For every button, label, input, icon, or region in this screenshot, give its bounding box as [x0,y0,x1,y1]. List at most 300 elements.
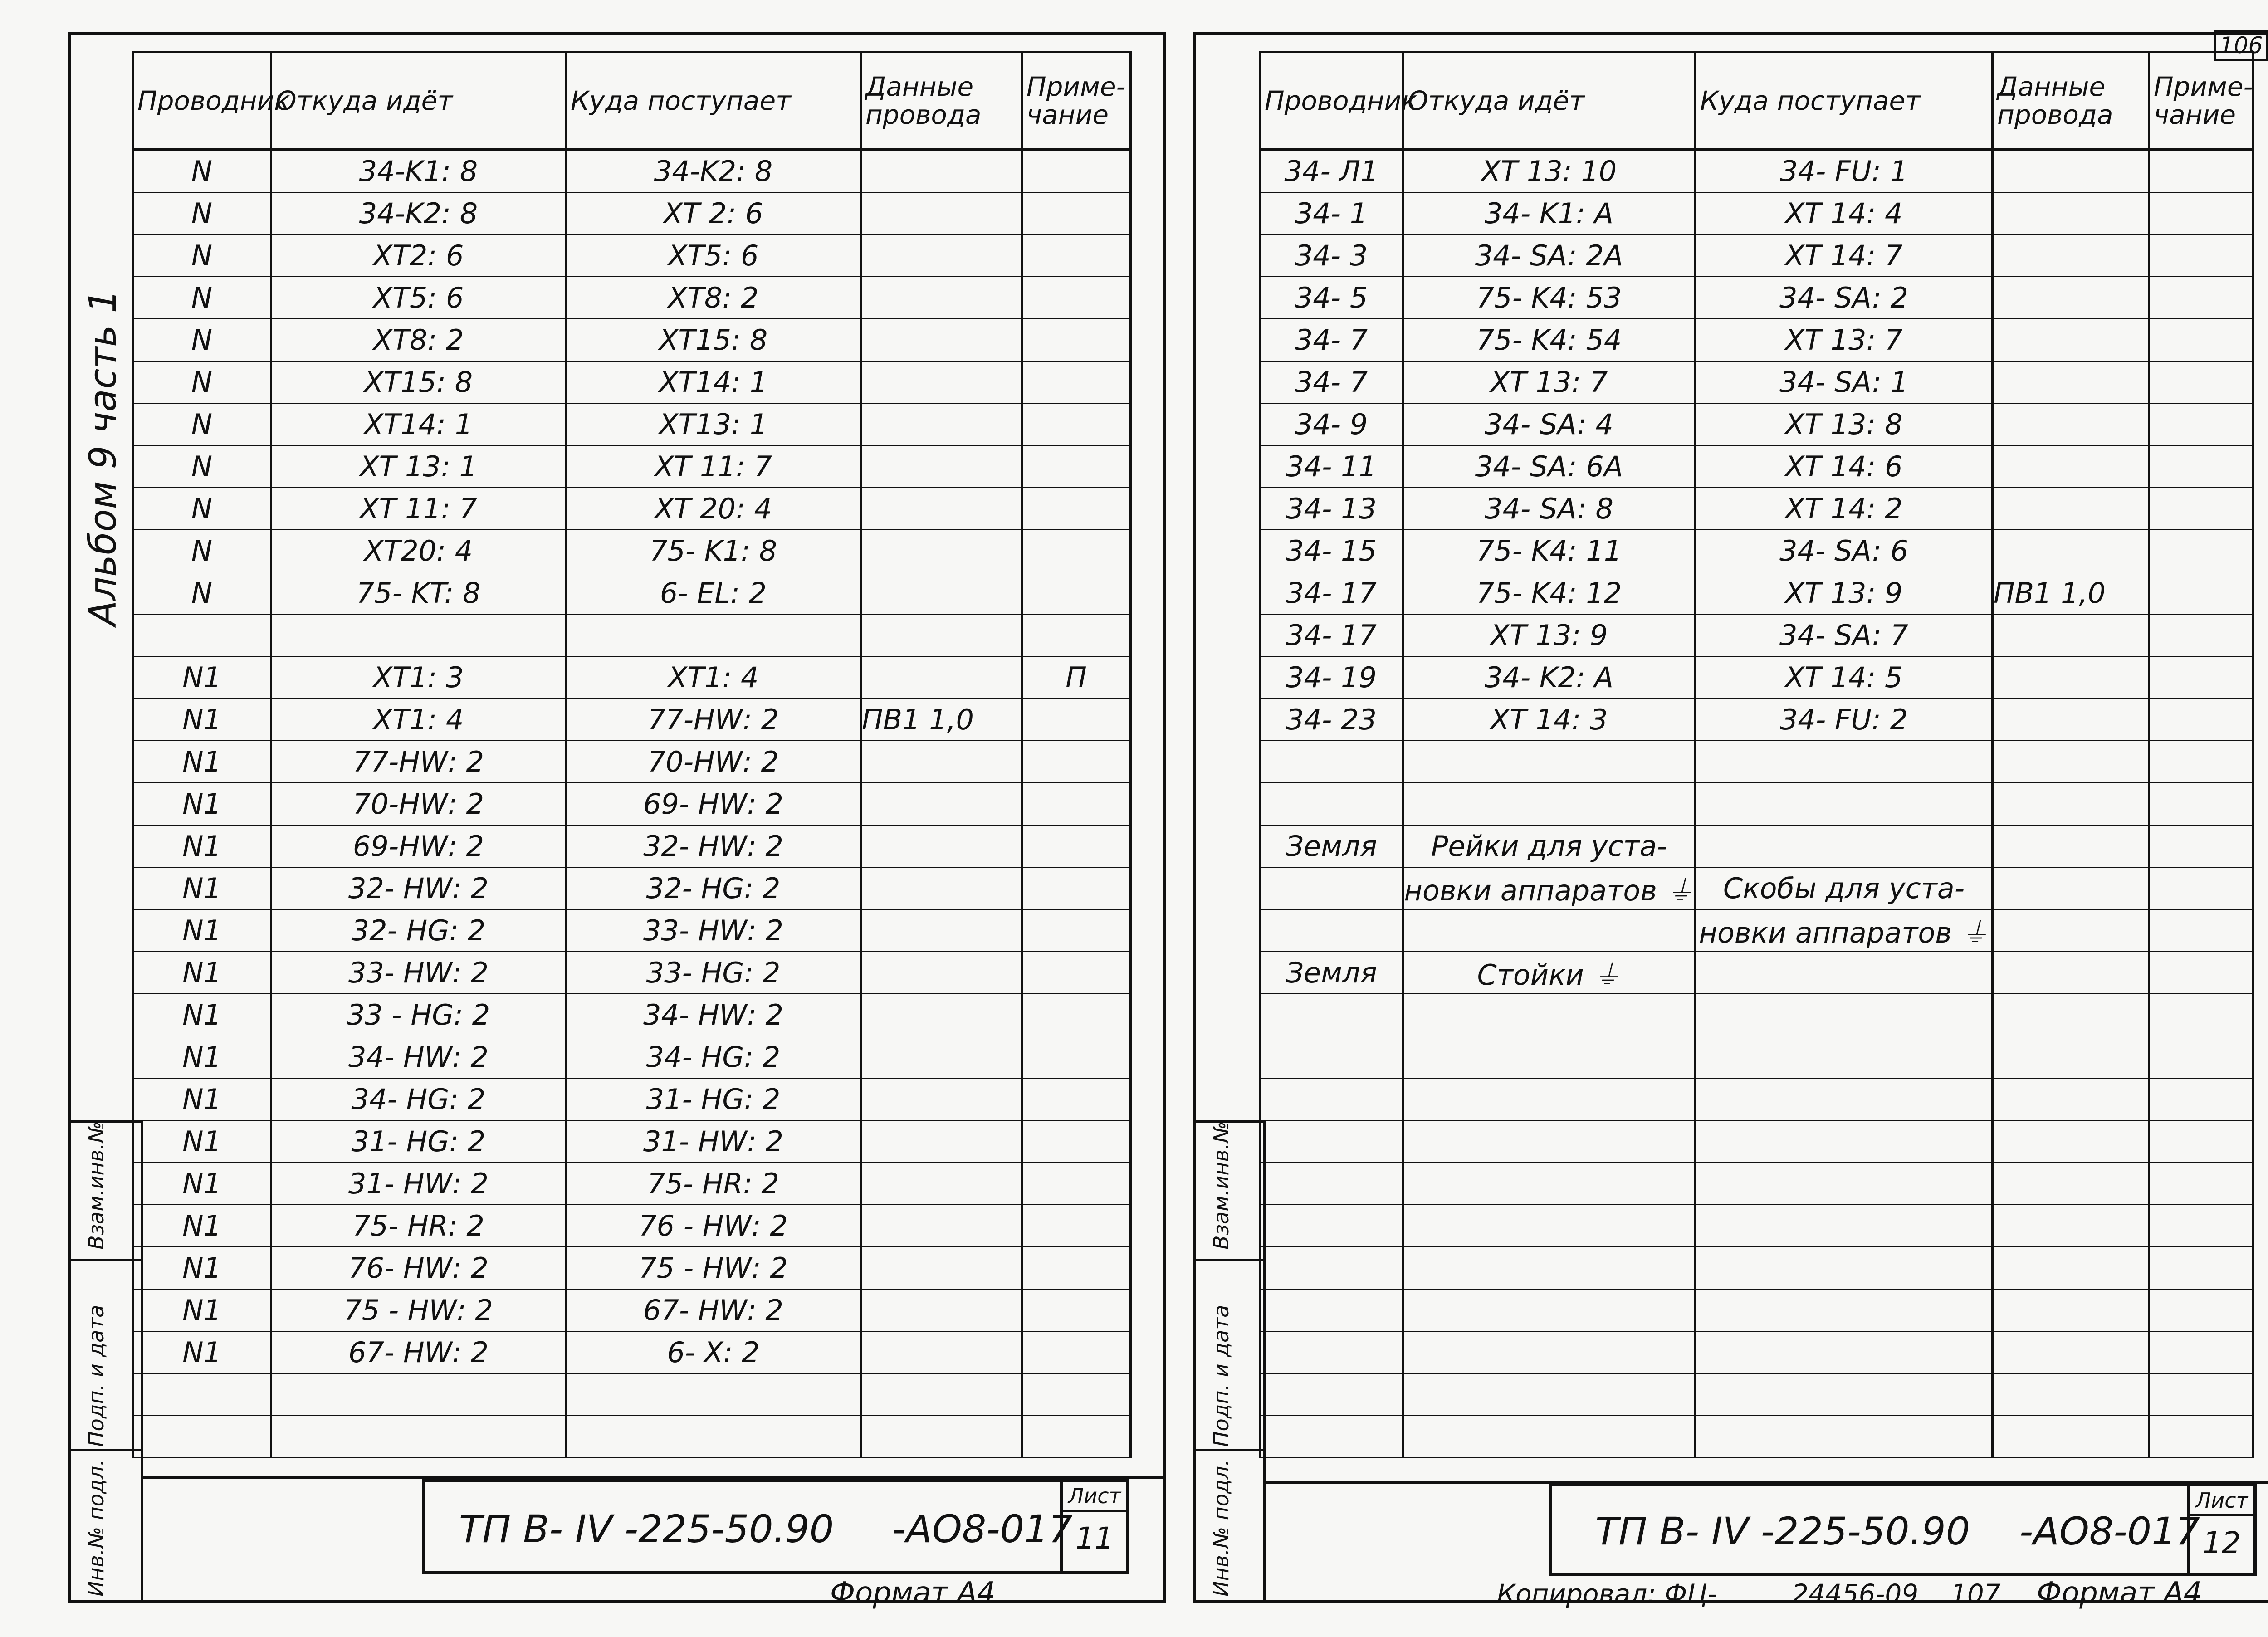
right-sheet-box [2187,1486,2253,1573]
note-cell [2149,488,2253,530]
conductor-cell [133,614,271,656]
conductor-cell: N [133,488,271,530]
conductor-cell [1260,1205,1403,1247]
wire-data-cell [1993,699,2149,741]
table-row [133,867,1131,909]
table-row [1260,614,2253,656]
to-cell: XT 13: 9 [1696,572,1993,614]
stamp-sign-label: Подп. и дата [84,1305,108,1447]
from-cell: 75- K4: 12 [1403,572,1696,614]
conductor-cell [1260,741,1403,783]
to-cell [566,614,861,656]
right-sheet-number: 12 [2203,1525,2241,1560]
to-cell [566,1416,861,1458]
from-cell [1403,1205,1696,1247]
table-row [133,1205,1131,1247]
wire-data-cell [1993,614,2149,656]
conductor-cell [1260,1373,1403,1416]
wire-data-cell [1993,1205,2149,1247]
table-row [133,192,1131,235]
conductor-cell: N1 [133,994,271,1036]
conductor-cell [1260,994,1403,1036]
note-cell [2149,1205,2253,1247]
to-cell [1696,1247,1993,1289]
to-cell: 33- HW: 2 [566,909,861,952]
table-row [1260,277,2253,319]
wire-data-cell [861,192,1022,235]
from-cell [271,1373,566,1416]
wire-data-cell [861,445,1022,488]
conductor-cell: N1 [133,1247,271,1289]
conductor-cell [1260,1036,1403,1078]
stamp-replace-label-r: Взам.инв.№ [1209,1121,1233,1250]
from-cell [1403,994,1696,1036]
wire-data-cell [861,403,1022,445]
from-cell [1403,741,1696,783]
header-conductor-r: Проводник [1260,52,1403,150]
note-cell [1022,150,1131,193]
wire-data-cell [1993,235,2149,277]
from-cell: XT 14: 3 [1403,699,1696,741]
conductor-cell: N1 [133,867,271,909]
right-doc-suffix: -АО8-017 [2019,1509,2200,1554]
table-row [133,150,1131,193]
conductor-cell: N1 [133,1120,271,1163]
conductor-cell: N1 [133,783,271,825]
conductor-cell: 34- 3 [1260,235,1403,277]
conductor-cell: N [133,319,271,361]
conductor-cell: N [133,192,271,235]
header-to: Куда поступает [566,52,861,150]
wire-data-cell [1993,783,2149,825]
wire-data-cell [861,1247,1022,1289]
conductor-cell: 34- 5 [1260,277,1403,319]
from-cell: XT1: 4 [271,699,566,741]
wire-data-cell [1993,1078,2149,1120]
from-cell [1403,1331,1696,1373]
from-cell [1403,783,1696,825]
from-cell: XT 13: 10 [1403,150,1696,193]
table-row [133,361,1131,403]
note-cell [1022,699,1131,741]
note-cell [2149,1163,2253,1205]
conductor-cell [1260,1331,1403,1373]
wire-data-cell [1993,825,2149,867]
stamp-inv-label-r: Инв.№ подл. [1209,1459,1233,1597]
conductor-cell: N [133,445,271,488]
to-cell: 34- HW: 2 [566,994,861,1036]
note-cell [1022,319,1131,361]
to-cell [1696,1205,1993,1247]
wire-data-cell: ПВ1 1,0 [861,699,1022,741]
note-cell [1022,530,1131,572]
table-row [133,952,1131,994]
from-cell: новки аппаратов ⏚ [1403,867,1696,909]
stamp-cell-replace-r [1195,1123,1263,1259]
wire-data-cell [861,1205,1022,1247]
copy-number: 24456-09 [1792,1578,1919,1609]
note-cell [2149,277,2253,319]
stamp-cell-replace [70,1123,141,1259]
from-cell: Стойки ⏚ [1403,952,1696,994]
note-cell [1022,1120,1131,1163]
table-row [133,488,1131,530]
from-cell [1403,1373,1696,1416]
from-cell: 31- HG: 2 [271,1120,566,1163]
table-row [1260,530,2253,572]
wire-data-cell [861,741,1022,783]
conductor-cell: 34- 1 [1260,192,1403,235]
note-cell [1022,1331,1131,1373]
conductor-cell: 34- 9 [1260,403,1403,445]
wire-data-cell [1993,656,2149,699]
note-cell [2149,699,2253,741]
table-row [1260,572,2253,614]
to-cell: Скобы для уста- [1696,867,1993,909]
note-cell [2149,572,2253,614]
table-row [133,530,1131,572]
wire-data-cell [861,1078,1022,1120]
from-cell: 75- HR: 2 [271,1205,566,1247]
wire-data-cell [1993,192,2149,235]
to-cell [1696,1036,1993,1078]
wire-data-cell [1993,403,2149,445]
note-cell [2149,867,2253,909]
table-row [1260,445,2253,488]
to-cell: XT14: 1 [566,361,861,403]
conductor-cell: N1 [133,825,271,867]
conductor-cell [1260,909,1403,952]
to-cell: 34-K2: 8 [566,150,861,193]
right-wire-table [1259,51,2254,1458]
note-cell [1022,614,1131,656]
note-cell [1022,1416,1131,1458]
conductor-cell: N [133,403,271,445]
table-row [133,825,1131,867]
left-sheet-label: Лист [1063,1482,1126,1512]
wire-data-cell [1993,1247,2149,1289]
left-sheet-number: 11 [1075,1521,1114,1556]
from-cell [271,1416,566,1458]
conductor-cell: N1 [133,1205,271,1247]
note-cell [2149,1036,2253,1078]
note-cell [2149,1078,2253,1120]
header-wire-data-r: Данные провода [1993,52,2149,150]
to-cell: XT 13: 8 [1696,403,1993,445]
from-cell [1403,909,1696,952]
left-title-block [422,1479,1129,1574]
table-row [133,1078,1131,1120]
from-cell: 33 - HG: 2 [271,994,566,1036]
stamp-cell-inv [70,1449,141,1601]
from-cell: 77-HW: 2 [271,741,566,783]
conductor-cell: N [133,235,271,277]
from-cell: 34- SA: 6A [1403,445,1696,488]
to-cell [1696,1163,1993,1205]
note-cell: П [1022,656,1131,699]
wire-data-cell [861,361,1022,403]
table-row [1260,952,2253,994]
conductor-cell: N [133,150,271,193]
wire-data-cell [861,994,1022,1036]
header-to-r: Куда поступает [1696,52,1993,150]
header-from-r: Откуда идёт [1403,52,1696,150]
from-cell: 32- HW: 2 [271,867,566,909]
to-cell [1696,1078,1993,1120]
wire-data-cell [861,825,1022,867]
conductor-cell [1260,783,1403,825]
header-note: Приме- чание [1022,52,1131,150]
to-cell: 32- HW: 2 [566,825,861,867]
table-row [1260,1078,2253,1120]
to-cell [1696,994,1993,1036]
wire-data-cell [1993,445,2149,488]
to-cell [1696,1373,1993,1416]
album-label: Альбом 9 часть 1 [82,289,125,626]
to-cell [1696,783,1993,825]
from-cell [1403,1163,1696,1205]
conductor-cell: N1 [133,1078,271,1120]
wire-data-cell [861,1289,1022,1331]
to-cell: 76 - HW: 2 [566,1205,861,1247]
from-cell: 34- HG: 2 [271,1078,566,1120]
wire-data-cell [1993,741,2149,783]
from-cell: 33- HW: 2 [271,952,566,994]
table-row [1260,403,2253,445]
to-cell: 75 - HW: 2 [566,1247,861,1289]
from-cell: 32- HG: 2 [271,909,566,952]
from-cell: 69-HW: 2 [271,825,566,867]
to-cell: XT5: 6 [566,235,861,277]
from-cell: 34- SA: 8 [1403,488,1696,530]
to-cell: XT8: 2 [566,277,861,319]
from-cell: XT2: 6 [271,235,566,277]
conductor-cell: 34- 17 [1260,614,1403,656]
from-cell: XT1: 3 [271,656,566,699]
from-cell: 34- K1: A [1403,192,1696,235]
note-cell [2149,994,2253,1036]
table-row [133,994,1131,1036]
wire-data-cell [861,1163,1022,1205]
table-row [133,1331,1131,1373]
copied-by: Копировал: ФЦ- [1497,1578,1717,1609]
conductor-cell: N1 [133,1289,271,1331]
to-cell [1696,1120,1993,1163]
conductor-cell [1260,1416,1403,1458]
conductor-cell: 34- 7 [1260,361,1403,403]
conductor-cell [1260,1289,1403,1331]
wire-data-cell [861,1331,1022,1373]
note-cell [1022,1289,1131,1331]
wire-data-cell [861,530,1022,572]
conductor-cell: N [133,361,271,403]
right-sheet-label: Лист [2190,1486,2253,1516]
table-row [133,656,1131,699]
table-row [133,572,1131,614]
left-titleblock-line [143,1476,1166,1479]
conductor-cell [1260,1120,1403,1163]
conductor-cell: 34- 23 [1260,699,1403,741]
from-cell [1403,1078,1696,1120]
to-cell: XT1: 4 [566,656,861,699]
wire-data-cell [1993,1373,2149,1416]
wire-data-cell [1993,488,2149,530]
note-cell [2149,952,2253,994]
wire-data-cell [1993,1036,2149,1078]
wire-data-cell [861,235,1022,277]
to-cell: 31- HW: 2 [566,1120,861,1163]
wire-data-cell [1993,1289,2149,1331]
table-row [133,1163,1131,1205]
to-cell: XT13: 1 [566,403,861,445]
table-row [1260,1289,2253,1331]
conductor-cell: N1 [133,656,271,699]
from-cell: XT20: 4 [271,530,566,572]
table-row [1260,1331,2253,1373]
table-row [1260,783,2253,825]
note-cell [1022,1036,1131,1078]
table-row [133,1373,1131,1416]
to-cell: XT 11: 7 [566,445,861,488]
conductor-cell: N [133,277,271,319]
table-row [133,235,1131,277]
from-cell: XT8: 2 [271,319,566,361]
table-row [1260,235,2253,277]
right-doc-code: ТП В- IV -225-50.90 [1595,1509,1970,1554]
table-row [1260,1205,2253,1247]
to-cell: 34- SA: 2 [1696,277,1993,319]
to-cell [566,1373,861,1416]
conductor-cell [133,1416,271,1458]
note-cell [2149,403,2253,445]
from-cell: 34- SA: 2A [1403,235,1696,277]
note-cell [2149,825,2253,867]
conductor-cell: N1 [133,1036,271,1078]
table-row [133,445,1131,488]
to-cell: XT 14: 6 [1696,445,1993,488]
table-row [133,1036,1131,1078]
right-titleblock-line [1266,1481,2268,1484]
to-cell: 70-HW: 2 [566,741,861,783]
wire-data-cell [1993,150,2149,193]
copy-page: 107 [1950,1578,2001,1609]
note-cell [1022,867,1131,909]
left-format: Формат А4 [830,1576,996,1610]
from-cell: 75- K4: 54 [1403,319,1696,361]
note-cell [1022,277,1131,319]
note-cell [1022,361,1131,403]
wire-data-cell [861,1120,1022,1163]
note-cell [2149,1331,2253,1373]
stamp-cell-inv-r [1195,1449,1263,1601]
to-cell: XT 2: 6 [566,192,861,235]
wire-data-cell [861,614,1022,656]
from-cell: 67- HW: 2 [271,1331,566,1373]
wire-data-cell [1993,1163,2149,1205]
header-conductor: Проводник [133,52,271,150]
from-cell: 34- K2: A [1403,656,1696,699]
to-cell: 77-HW: 2 [566,699,861,741]
from-cell: 34- SA: 4 [1403,403,1696,445]
table-row [1260,867,2253,909]
conductor-cell: 34- Л1 [1260,150,1403,193]
conductor-cell: N1 [133,909,271,952]
wire-data-cell [1993,530,2149,572]
from-cell: Рейки для уста- [1403,825,1696,867]
from-cell [1403,1036,1696,1078]
wire-data-cell [861,572,1022,614]
from-cell: 34-K2: 8 [271,192,566,235]
stamp-replace-label: Взам.инв.№ [84,1121,108,1250]
conductor-cell: N [133,530,271,572]
table-row [133,319,1131,361]
table-row [1260,909,2253,952]
from-cell: 75 - HW: 2 [271,1289,566,1331]
note-cell [2149,1416,2253,1458]
table-row [1260,192,2253,235]
conductor-cell: N1 [133,699,271,741]
to-cell: 69- HW: 2 [566,783,861,825]
note-cell [2149,1247,2253,1289]
wire-data-cell [861,952,1022,994]
conductor-cell: 34- 11 [1260,445,1403,488]
left-sheet-box [1060,1482,1126,1571]
to-cell: 31- HG: 2 [566,1078,861,1120]
note-cell [1022,825,1131,867]
conductor-cell [1260,1078,1403,1120]
note-cell [2149,361,2253,403]
table-row [133,1247,1131,1289]
note-cell [2149,614,2253,656]
left-table-header [133,52,1131,150]
header-wire-data: Данные провода [861,52,1022,150]
wire-data-cell [1993,909,2149,952]
wire-data-cell [1993,952,2149,994]
note-cell [2149,192,2253,235]
table-row [1260,319,2253,361]
to-cell: новки аппаратов ⏚ [1696,909,1993,952]
from-cell [271,614,566,656]
note-cell [2149,656,2253,699]
wire-data-cell [861,783,1022,825]
note-cell [1022,909,1131,952]
table-row [1260,150,2253,193]
from-cell: XT 11: 7 [271,488,566,530]
from-cell: XT 13: 1 [271,445,566,488]
conductor-cell: 34- 13 [1260,488,1403,530]
conductor-cell [1260,867,1403,909]
from-cell: 31- HW: 2 [271,1163,566,1205]
to-cell: XT 13: 7 [1696,319,1993,361]
note-cell [2149,1289,2253,1331]
to-cell: XT 14: 2 [1696,488,1993,530]
conductor-cell [1260,1163,1403,1205]
to-cell: XT 14: 7 [1696,235,1993,277]
from-cell: XT 13: 9 [1403,614,1696,656]
wire-data-cell [861,277,1022,319]
conductor-cell: Земля [1260,825,1403,867]
note-cell [1022,994,1131,1036]
left-wire-table [132,51,1132,1458]
from-cell [1403,1120,1696,1163]
conductor-cell: N [133,572,271,614]
note-cell [1022,235,1131,277]
wire-data-cell [861,656,1022,699]
to-cell [1696,952,1993,994]
to-cell: 34- HG: 2 [566,1036,861,1078]
note-cell [1022,741,1131,783]
table-row [133,741,1131,783]
